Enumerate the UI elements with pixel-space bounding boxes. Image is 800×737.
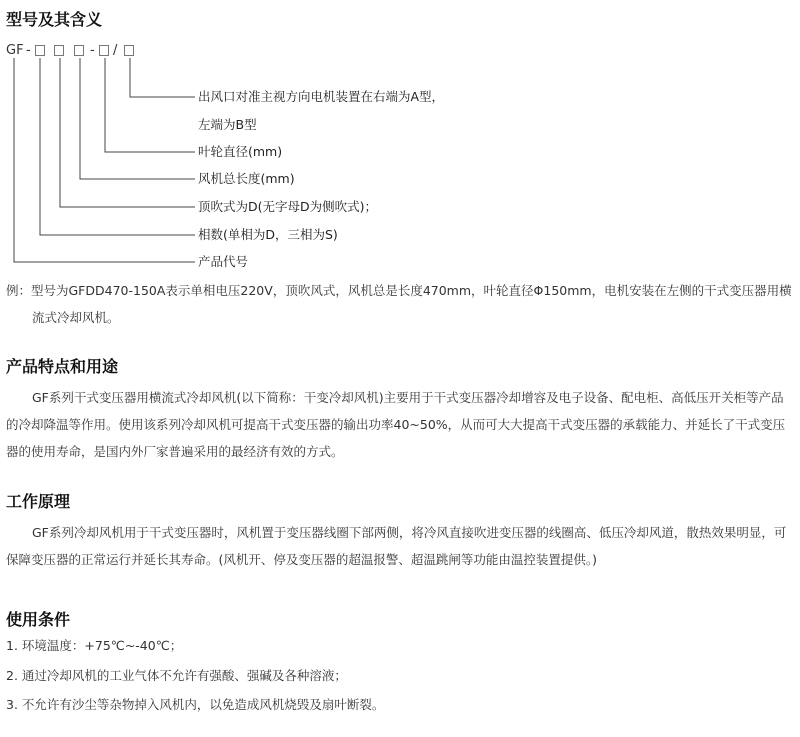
code-dash-1: - bbox=[26, 43, 31, 58]
principle-section-title: 工作原理 bbox=[6, 492, 71, 511]
bracket-impeller bbox=[105, 58, 195, 152]
code-dash-2: - bbox=[90, 43, 95, 58]
legend-impeller: 叶轮直径(mm) bbox=[198, 144, 283, 159]
legend-motor-side-b: 左端为B型 bbox=[198, 117, 257, 132]
bracket-motor-side bbox=[130, 58, 195, 97]
legend-motor-side: 出风口对准主视方向电机装置在右端为A型， bbox=[198, 89, 445, 104]
legend-product-code: 产品代号 bbox=[198, 254, 249, 269]
code-bracket-lines bbox=[0, 0, 800, 280]
legend-phase: 相数(单相为D，三相为S) bbox=[198, 227, 338, 242]
features-text: GF系列干式变压器用横流式冷却风机(以下简称：干变冷却风机)主要用于干式变压器冷却增容及电子设备、配电柜、高低压开关柜等产品的冷却降温等作用。使用该系列冷却风机可提高干式变压器的输出功率40~50%，从而可大大提高干式变压器的承载能力、并延长了干式变压器的使用寿命，是国内外厂家普遍采用的最经济有效的方式。 bbox=[6, 390, 786, 459]
legend-length: 风机总长度(mm) bbox=[198, 171, 295, 186]
condition-item: 2. 通过冷却风机的工业气体不允许有强酸、强碱及各种溶液； bbox=[6, 668, 347, 683]
condition-item: 3. 不允许有沙尘等杂物掉入风机内，以免造成风机烧毁及扇叶断裂。 bbox=[6, 697, 385, 712]
conditions-section-title: 使用条件 bbox=[6, 610, 71, 629]
condition-item: 1. 环境温度：+75℃~-40℃； bbox=[6, 638, 183, 653]
code-slash: / bbox=[113, 43, 118, 58]
principle-text: GF系列冷却风机用于干式变压器时，风机置于变压器线圈下部两侧，将冷风直接吹进变压器的线圈高、低压冷却风道，散热效果明显，可保障变压器的正常运行并延长其寿命。(风机开、停及变压器的超温报警、超温跳闸等功能由温控装置提供。) bbox=[6, 525, 787, 567]
bracket-phase bbox=[40, 58, 195, 235]
bracket-length bbox=[80, 58, 195, 179]
code-prefix: GF bbox=[6, 43, 24, 58]
model-section-title: 型号及其含义 bbox=[6, 10, 103, 29]
model-example: 例：型号为GFDD470-150A表示单相电压220V，顶吹风式，风机总是长度470mm，叶轮直径Φ150mm，电机安装在左侧的干式变压器用横流式冷却风机。 bbox=[6, 283, 792, 325]
features-section-title: 产品特点和用途 bbox=[6, 357, 119, 376]
legend-blow-type: 顶吹式为D(无字母D为侧吹式)； bbox=[198, 199, 378, 214]
